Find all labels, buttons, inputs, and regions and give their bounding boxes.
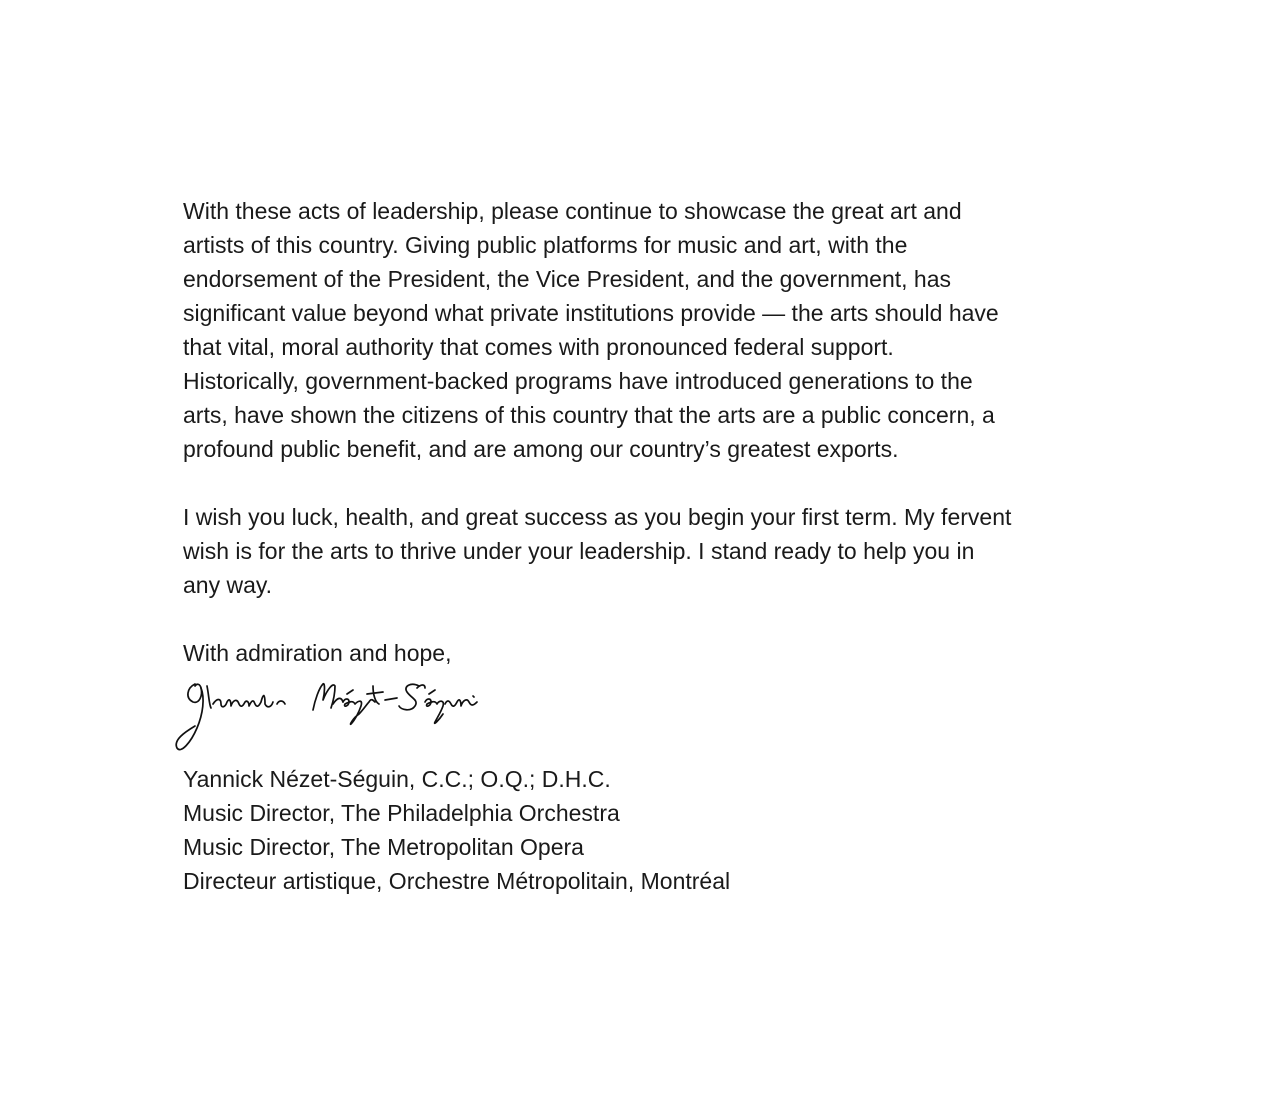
signer-title: Directeur artistique, Orchestre Métropolitain, Montréal (183, 868, 731, 894)
closing-salutation: With admiration and hope, (183, 640, 452, 666)
signer-name: Yannick Nézet-Séguin, C.C.; O.Q.; D.H.C. (183, 766, 611, 792)
paragraph-line: arts, have shown the citizens of this country that the arts are a public concern, a (183, 402, 995, 428)
paragraph-leadership (183, 194, 1123, 466)
paragraph-line: artists of this country. Giving public platforms for music and art, with the (183, 232, 908, 258)
signer-title: Music Director, The Metropolitan Opera (183, 834, 584, 860)
paragraph-line: profound public benefit, and are among our country’s greatest exports. (183, 436, 899, 462)
letter-body (183, 194, 1123, 898)
handwritten-signature (173, 674, 533, 760)
paragraph-line: any way. (183, 572, 273, 598)
paragraph-line: significant value beyond what private institutions provide — the arts should have (183, 300, 999, 326)
paragraph-line: wish is for the arts to thrive under your leadership. I stand ready to help you in (183, 538, 975, 564)
paragraph-line: Historically, government-backed programs have introduced generations to the (183, 368, 973, 394)
paragraph-line: I wish you luck, health, and great success as you begin your first term. My fervent (183, 504, 1012, 530)
paragraph-line: endorsement of the President, the Vice President, and the government, has (183, 266, 951, 292)
paragraph-line: that vital, moral authority that comes with pronounced federal support. (183, 334, 894, 360)
paragraph-wishes (183, 500, 1123, 602)
signature-block (183, 762, 1123, 898)
signer-title: Music Director, The Philadelphia Orchestra (183, 800, 620, 826)
paragraph-line: With these acts of leadership, please continue to showcase the great art and (183, 198, 962, 224)
